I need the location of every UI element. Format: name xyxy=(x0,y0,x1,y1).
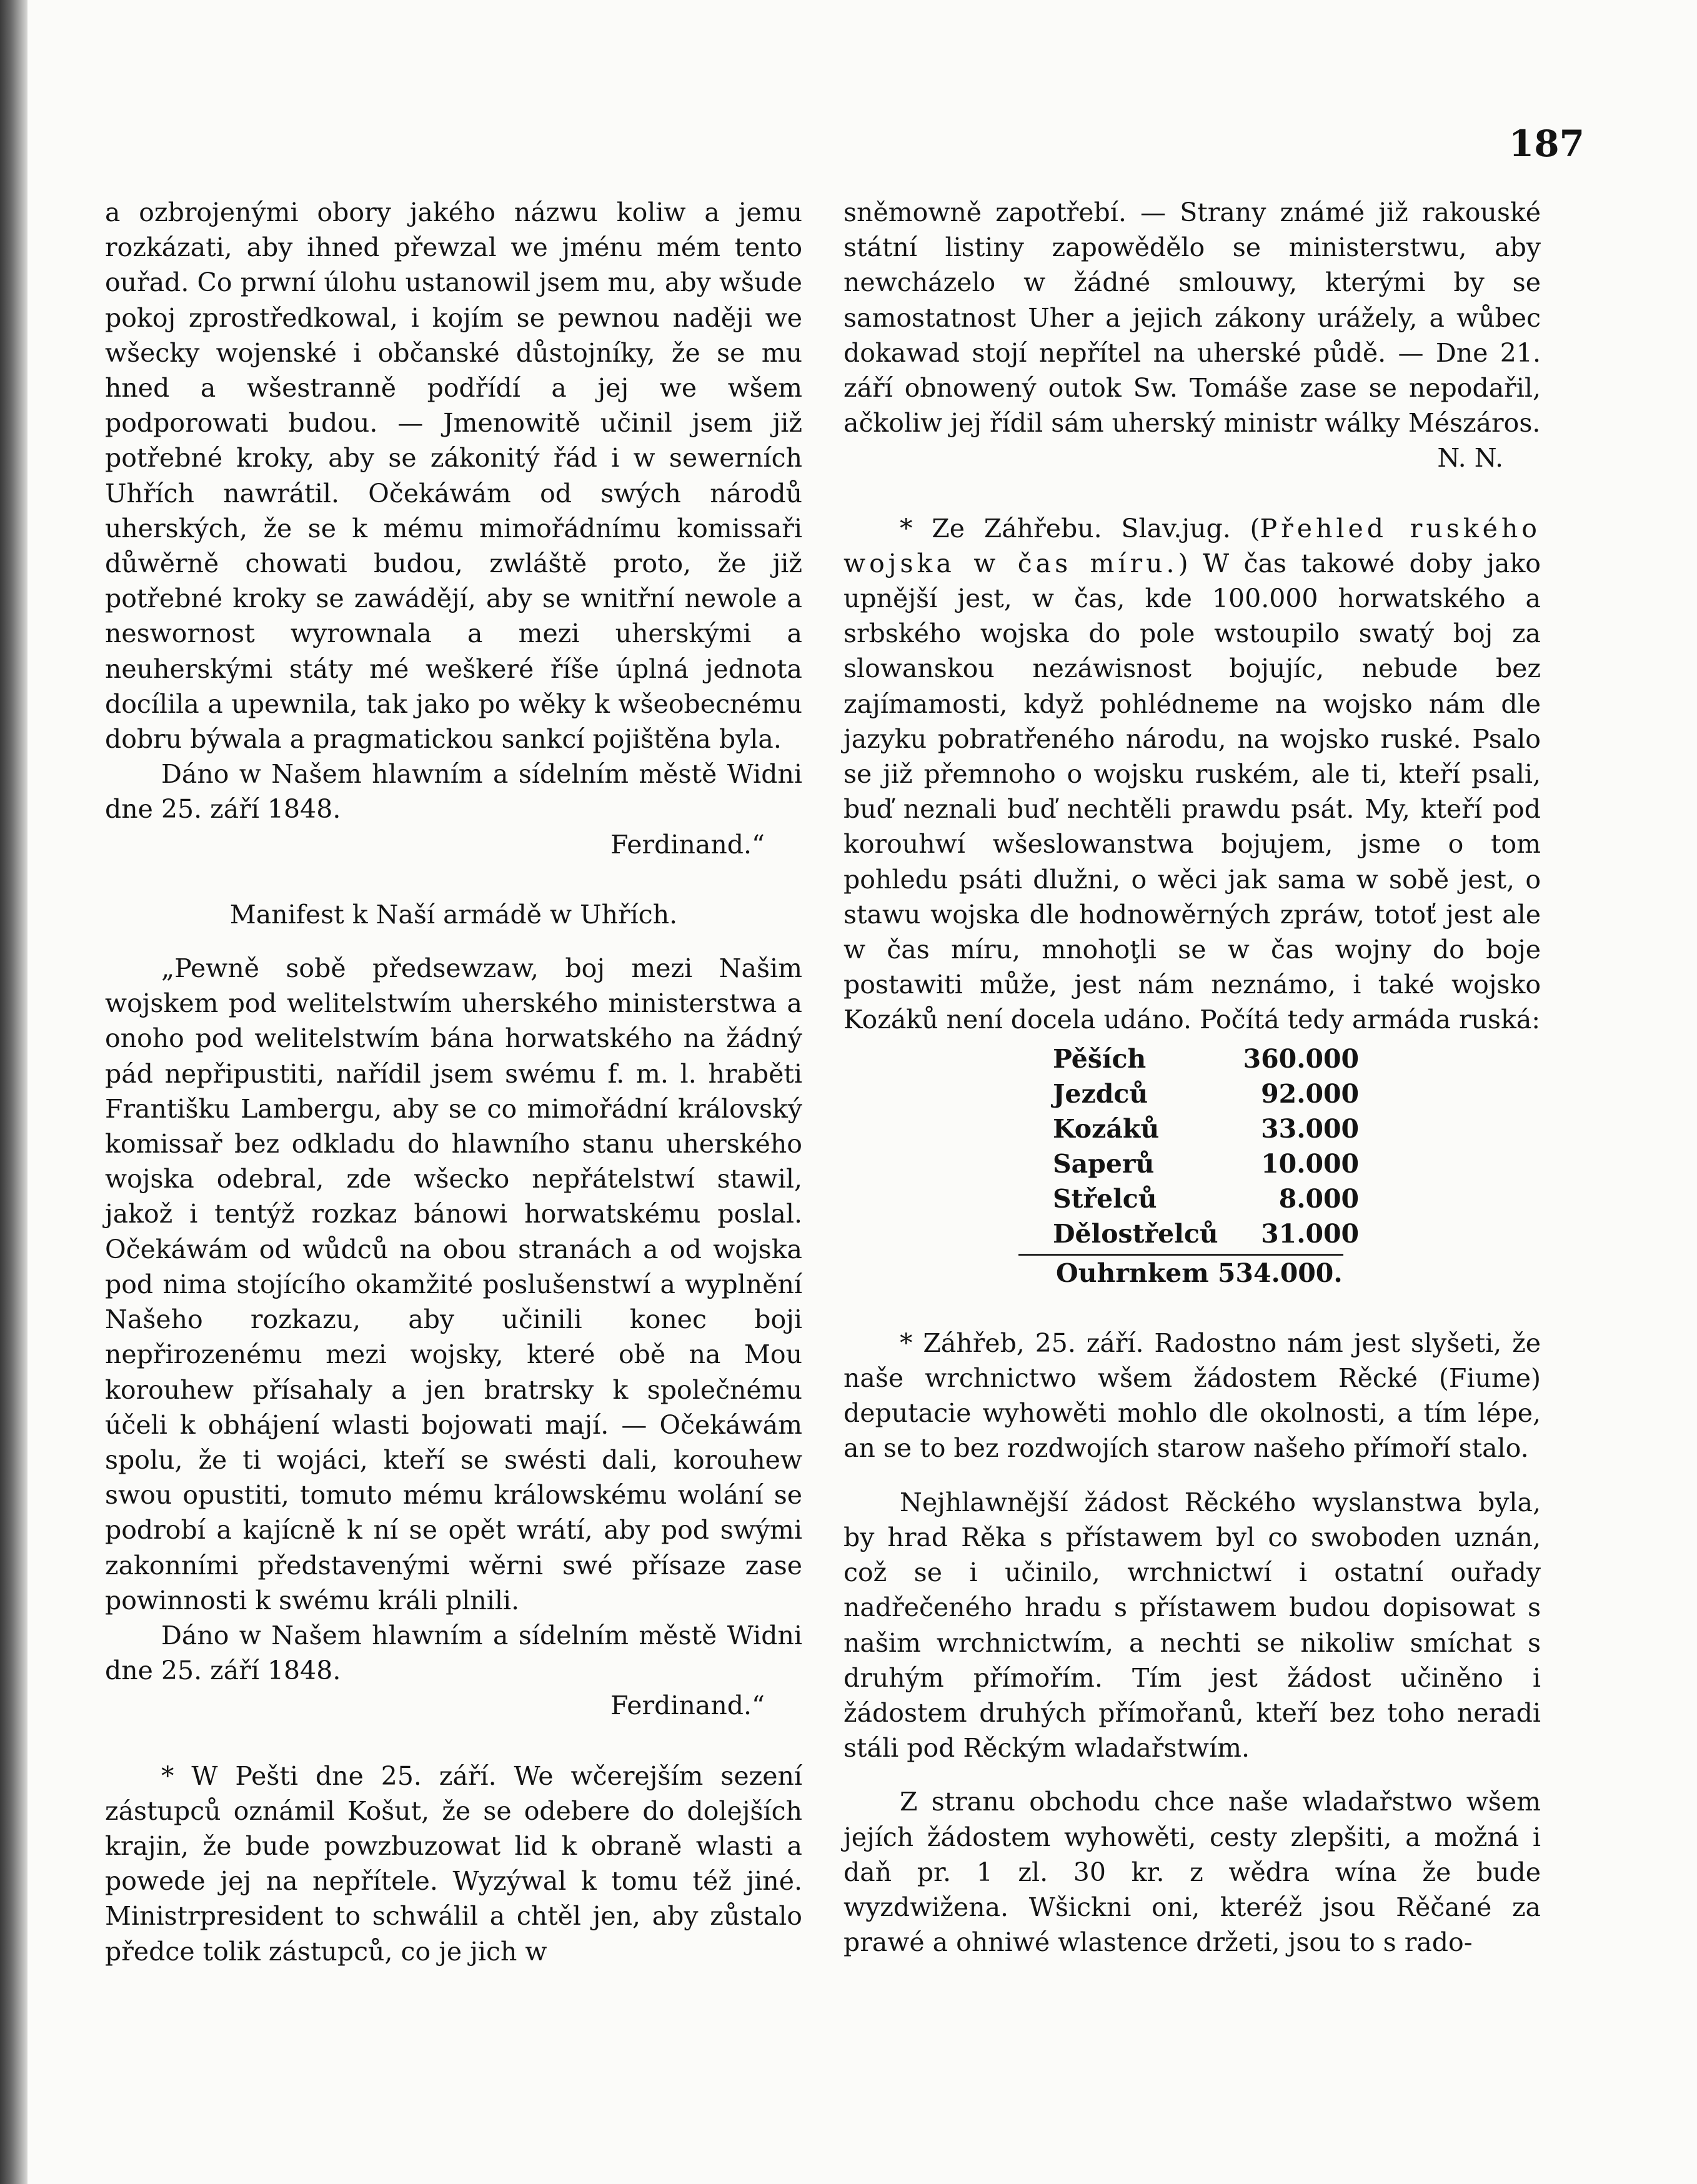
army-row xyxy=(1053,1146,1359,1181)
army-label: Kozáků xyxy=(1053,1113,1160,1144)
army-label: Dělostřelců xyxy=(1053,1218,1218,1249)
binding-shadow xyxy=(0,0,27,2184)
army-row xyxy=(1053,1041,1359,1076)
army-value: 8.000 xyxy=(1278,1183,1360,1214)
army-total: Ouhrnkem 534.000. xyxy=(1056,1258,1343,1288)
decree-signature: Ferdinand.“ xyxy=(610,829,765,860)
page-number: 187 xyxy=(1508,122,1585,165)
army-value: 360.000 xyxy=(1243,1043,1360,1074)
decree-continuation: a ozbrojenými obory jakého názwu koliw a jemu rozkázati, aby ihned přewzal we jménu mém tento ouřad. Co prwní úlohu ustanowil jsem mu, aby wšude pokoj zprostředkowal, i kojím se pewnou naději we wšecky wojenské i občanské důstojníky, že se mu hned a wšestranně podřídí a jej we wšem podporowati budou. — Jmenowitě učinil jsem již potřebné kroky, aby se zákonitý řád i w sewerních Uhřích nawrátil. Očekáwám od swých národů uherských, že se k mému mimořádnímu komissaři důwěrně chowati budou, zwláště proto, že již potřebné kroky se zawádějí, aby se wnitřní newole a neswornost wyrownala a mezi uherskými a neuherskými státy mé weškeré říše úplná jednota docílila a upewnila, tak jako po wěky k wšeobecnému dobru býwala a pragmatickou sankcí pojištěna byla. xyxy=(105,197,802,755)
pest-report-continuation: sněmowně zapotřebí. — Strany známé již rakouské státní listiny zapowědělo se ministerstwu, aby newcházelo w žádné smlouwy, kterými by se samostatnost Uher a jejich zákony urážely, a wůbec dokawad stojí nepřítel na uherské půdě. — Dne 21. září obnowený outok Sw. Tomáše zase se nepodařil, ačkoliw jej řídil sám uherský ministr wálky Mészáros. xyxy=(844,197,1541,439)
manifest-text: „Pewně sobě předsewzaw, boj mezi Našim wojskem pod welitelstwím uherského ministerstwa a onoho pod welitelstwím bána horwatského na žádný pád nepřipustiti, nařídil jsem swému f. m. l. hraběti Františku Lambergu, aby se co mimořádní královský komissař bez odkladu do hlawního stanu uherského wojska odebral, zde wšecko nepřátelstwí stawil, jakož i tentýž rozkaz bánowi horwatskému poslal. Očekáwám od wůdců na obou stranách a od wojska pod nima stojícího okamžité poslušenstwí a wyplnění Našeho rozkazu, aby učinili konec boji nepřirozenému mezi wojsky, které obě na Mou korouhew přísahaly a jen bratrsky k společnému účeli k obhájení wlasti bojowati mají. — Očekáwám spolu, že ti wojáci, kteří se swésti dali, korouhew swou opustiti, tomuto mému králowskému wolání se podrobí a kajícně k ní se opět wrátí, aby pod swými zakonními představenými wěrni swé přísaze zase powinnosti k swému králi plnili. xyxy=(105,953,802,1616)
manifest-heading: Manifest k Naší armádě w Uhřích. xyxy=(229,899,678,930)
army-report-text: ) W čas takowé doby jako upnější jest, w čas, kde 100.000 horwatského a srbského wojska do pole wstoupilo swatý boj za slowanskou nezáwisnost bojujíc, nebude bez zajímamosti, když pohlédneme na wojsko nám dle jazyku pobratřeného národu, na wojsko ruské. Psalo se již přemnoho o wojsku ruském, ale ti, kteří psali, buď neznali buď nechtěli prawdu psát. My, kteří pod korouhwí wšeslowanstwa bojujem, jsme o tom pohledu psáti dlužni, o wěci jak sama w sobě jest, o stawu wojska dle hodnowěrných zpráw, totoť jest ale w čas míru, mnohoţli se w čas wojny do boje postawiti může, jest nám neznámo, i také wojsko Kozáků není docela udáno. Počítá tedy armáda ruská: xyxy=(844,548,1541,1035)
army-row xyxy=(1053,1076,1359,1111)
army-label: Jezdců xyxy=(1053,1078,1148,1109)
army-report-intro: * Ze Záhřebu. Slav.jug. ( xyxy=(900,513,1260,544)
manifest-signature: Ferdinand.“ xyxy=(610,1690,765,1721)
decree-dated: Dáno w Našem hlawním a sídelním městě Widni dne 25. září 1848. xyxy=(105,759,802,825)
fiume-delegation-text: Nejhlawnější žádost Rěckého wyslanstwa byla, by hrad Rěka s přístawem byl co swoboden uznán, což se i učinilo, wrchnictwí i ostatní ouřady nadřečeného hradu s přístawem budou dopisowat s našim wrchnictwím, a nechti se nikoliw smíchat s druhým přímořím. Tím jest žádost učiněno i žádostem druhých přímořanů, kteří bez toho neradi stáli pod Rěckým wladařstwím. xyxy=(844,1487,1541,1764)
right-column xyxy=(844,195,1541,1960)
report-signature: N. N. xyxy=(1437,443,1503,474)
army-report-title: Přehled ruského wojska w čas míru. xyxy=(844,513,1541,578)
army-value: 10.000 xyxy=(1261,1148,1360,1179)
manifest-dated: Dáno w Našem hlawním a sídelním městě Widni dne 25. září 1848. xyxy=(105,1620,802,1686)
army-table xyxy=(1053,1041,1359,1251)
army-row xyxy=(1053,1111,1359,1146)
pest-report: * W Pešti dne 25. září. We wčerejším sezení zástupců oznámil Košut, že se odebere do dolejších krajin, že bude powzbuzowat lid k obraně wlasti a powede jej na nepřítele. Wyzýwal k tomu též jiné. Ministrpresident to schwálil a chtěl jen, aby zůstalo předce tolik zástupců, co je jich w xyxy=(105,1760,802,1967)
army-row xyxy=(1053,1181,1359,1216)
trade-text: Z stranu obchodu chce naše wladařstwo wšem jejích žádostem wyhowěti, cesty zlepšiti, a možná i daň pr. 1 zl. 30 kr. z wědra wína že bude wyzdwižena. Wšickni oni, kteréž jsou Rěčané za prawé a ohniwé wlastence držeti, jsou to s rado- xyxy=(844,1787,1541,1958)
zagreb-fiume-report: * Záhřeb, 25. září. Radostno nám jest slyšeti, že naše wrchnictwo wšem žádostem Rěcké (Fiume) deputacie wyhowěti mohlo dle okolnosti, a tím lépe, an se to bez rozdwojích starow našeho přímoří stalo. xyxy=(844,1328,1541,1464)
left-column xyxy=(105,195,802,1969)
army-label: Střelců xyxy=(1053,1183,1157,1214)
army-label: Pěších xyxy=(1053,1043,1147,1074)
army-value: 31.000 xyxy=(1261,1218,1360,1249)
army-label: Saperů xyxy=(1053,1148,1155,1179)
army-value: 33.000 xyxy=(1261,1113,1360,1144)
army-row xyxy=(1053,1216,1359,1251)
zagreb-army-report xyxy=(844,511,1541,1038)
army-value: 92.000 xyxy=(1261,1078,1360,1109)
